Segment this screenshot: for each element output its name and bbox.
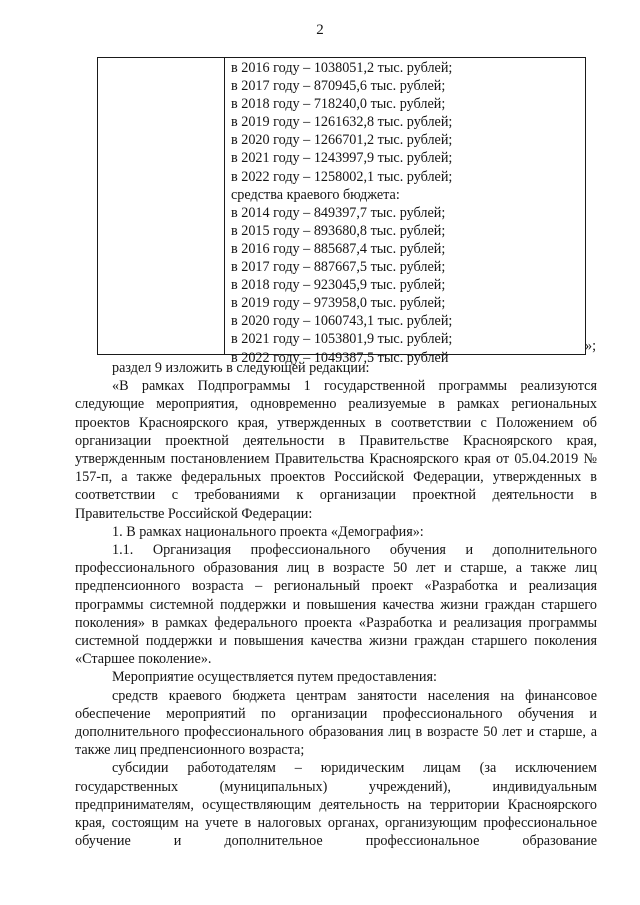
paragraph: 1. В рамках национального проекта «Демография»: (112, 523, 424, 540)
paragraph: 1.1. Организация профессионального обучения и дополнительного профессионального образования лиц в возрасте 50 лет и старше, а также лиц предпенсионного возраста – региональный проект «Разработка и реализация программы системной поддержки и повышения качества жизни граждан старшего поколения» в рамках федерального проекта «Разработка и реализация программы системной поддержки и повышения качества жизни граждан старшего поколения «Старшее поколение». (75, 542, 597, 668)
table-line: в 2016 году – 885687,4 тыс. рублей; (231, 240, 446, 257)
table-line: средства краевого бюджета: (231, 186, 400, 203)
page-number: 2 (316, 22, 324, 38)
paragraph: раздел 9 изложить в следующей редакции: (112, 360, 370, 376)
table-column-divider (224, 57, 225, 355)
table-line: в 2019 году – 1261632,8 тыс. рублей; (231, 114, 453, 131)
table-line: в 2014 году – 849397,7 тыс. рублей; (231, 204, 446, 221)
table-line: в 2021 году – 1243997,9 тыс. рублей; (231, 150, 453, 167)
paragraph: субсидии работодателям – юридическим лицам (за исключением государственных (муниципальных) учреждений), индивидуальным предпринимателям, осуществляющим деятельность на территории Красноярского края, состоящим на учете в налоговых органах, организующим профессиональное обучение и дополнительное профессиональное образование (75, 760, 597, 850)
funding-table (97, 57, 586, 366)
table-line: в 2017 году – 887667,5 тыс. рублей; (231, 259, 446, 276)
table-line: в 2020 году – 1266701,2 тыс. рублей; (231, 132, 453, 149)
paragraph: Мероприятие осуществляется путем предоставления: (112, 669, 437, 686)
table-line: в 2018 году – 923045,9 тыс. рублей; (231, 277, 446, 294)
table-line: в 2015 году – 893680,8 тыс. рублей; (231, 222, 446, 239)
table-right-cell (231, 59, 581, 367)
paragraph: средств краевого бюджета центрам занятости населения на финансовое обеспечение мероприятий по организации профессионального обучения и дополнительного профессионального образования лиц в возрасте 50 лет и старше, а также лиц предпенсионного возраста; (75, 687, 597, 759)
table-line: в 2020 году – 1060743,1 тыс. рублей; (231, 313, 453, 330)
table-line: в 2016 году – 1038051,2 тыс. рублей; (231, 60, 453, 76)
table-line: в 2021 году – 1053801,9 тыс. рублей; (231, 331, 453, 348)
paragraph: «В рамках Подпрограммы 1 государственной программы реализуются следующие мероприятия, одновременно реализуемые в рамках региональных проектов Красноярского края, утвержденных в соответствии с Положением об организации проектной деятельности в Правительстве Красноярского края, утвержденным постановлением Правительства Красноярского края от 05.04.2019 № 157-п, а также федеральных проектов Российской Федерации, утвержденных в соответствии с требованиями к организации проектной деятельности в Правительстве Российской Федерации: (75, 378, 597, 522)
document-body (75, 359, 597, 850)
table-line: в 2017 году – 870945,6 тыс. рублей; (231, 78, 446, 95)
table-line: в 2022 году – 1258002,1 тыс. рублей; (231, 168, 453, 185)
table-line: в 2022 году – 1049387,5 тыс. рублей (231, 349, 449, 366)
table-line: в 2018 году – 718240,0 тыс. рублей; (231, 96, 446, 113)
closing-quote: »; (585, 338, 597, 354)
table-line: в 2019 году – 973958,0 тыс. рублей; (231, 295, 446, 312)
